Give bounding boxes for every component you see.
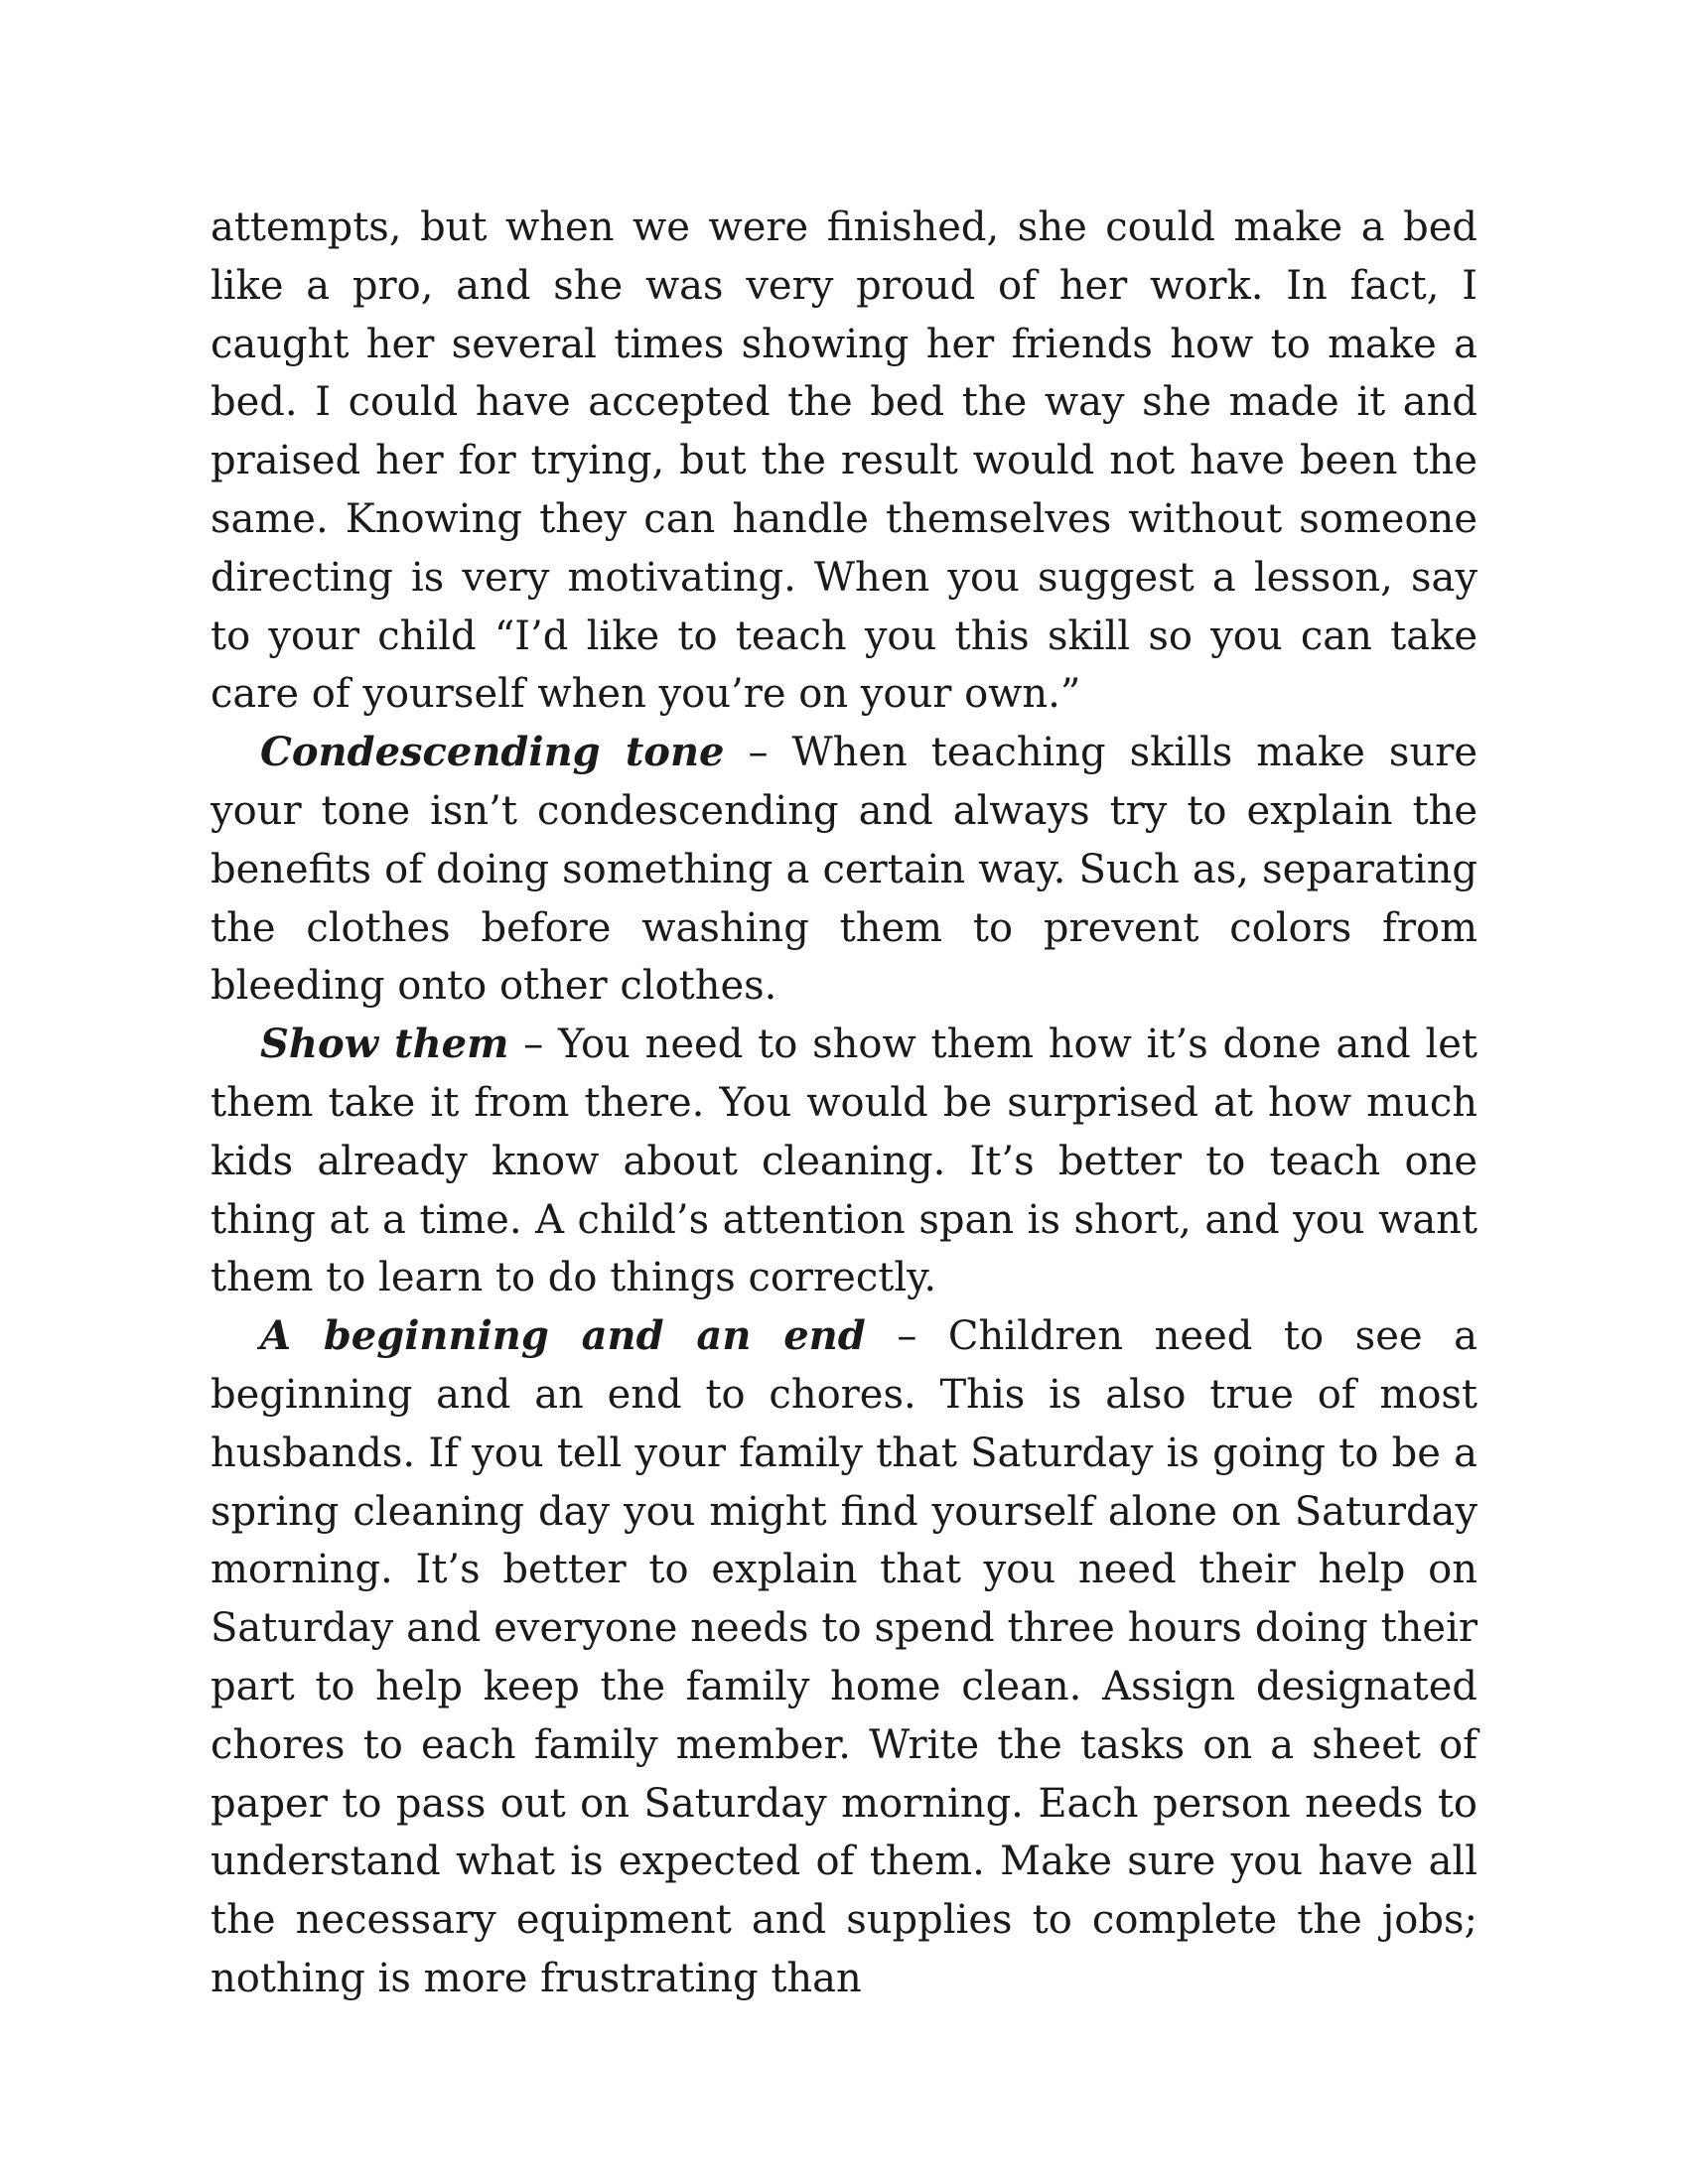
- paragraph-term: Show them: [260, 1021, 509, 1068]
- paragraph-text: attempts, but when we were finished, she could make a bed like a pro, and she was very proud of her work. In fact, I caught her several times showing her friends how to make a bed. I could have accepted the bed the way she made it and praised her for trying, but the result would not have been the same. Knowing they can handle themselves without someone directing is very motivating. When you suggest a lesson, say to your child “I’d like to teach you this skill so you can take care of yourself when you’re on your own.”: [211, 205, 1477, 718]
- paragraph-show-them: [211, 1016, 1477, 1307]
- paragraph-condescending-tone: [211, 724, 1477, 1016]
- term-dash: –: [865, 1313, 948, 1360]
- paragraph-continuation: [211, 199, 1477, 724]
- paragraph-text: When teaching skills make sure your tone isn’t condescending and always try to explain the benefits of doing something a certain way. Such as, separating the clothes before washing them to prevent colors from bleeding onto other clothes.: [211, 730, 1478, 1010]
- paragraph-text: You need to show them how it’s done and let them take it from there. You would be surprised at how much kids already know about cleaning. It’s better to teach one thing at a time. A child’s attention span is short, and you want them to learn to do things correctly.: [211, 1022, 1478, 1301]
- paragraph-term: A beginning and an end: [260, 1312, 866, 1360]
- term-dash: –: [724, 730, 792, 776]
- paragraph-text: Children need to see a beginning and an end to chores. This is also true of most husbands. If you tell your family that Saturday is going to be a spring cleaning day you might find yourself alone on Saturday morning. It’s better to explain that you need their help on Saturday and everyone needs to spend three hours doing their part to help keep the family home clean. Assign designated chores to each family member. Write the tasks on a sheet of paper to pass out on Saturday morning. Each person needs to understand what is expected of them. Make sure you have all the necessary equipment and supplies to complete the jobs; nothing is more frustrating than: [211, 1313, 1477, 2001]
- paragraph-term: Condescending tone: [260, 729, 725, 776]
- paragraph-beginning-and-end: [211, 1307, 1477, 2008]
- book-page: [211, 199, 1477, 2008]
- term-dash: –: [508, 1022, 559, 1068]
